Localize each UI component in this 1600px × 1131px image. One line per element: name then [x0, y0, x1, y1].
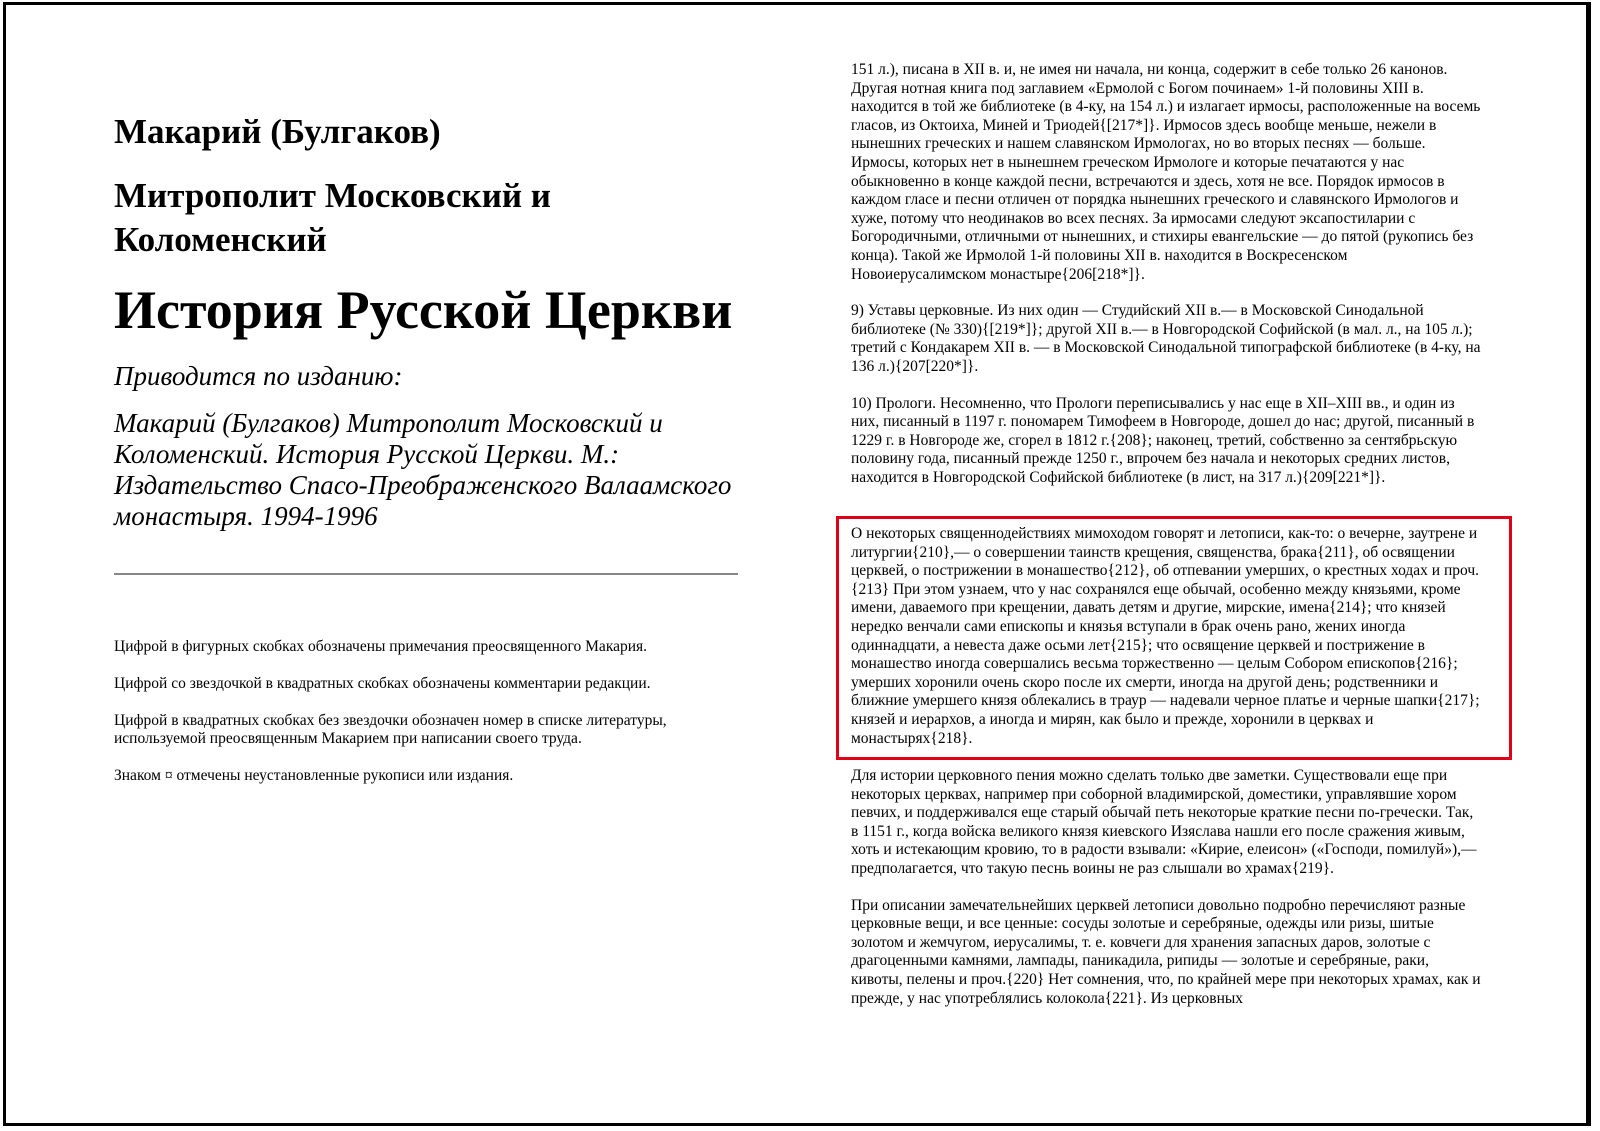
- cited-label: Приводится по изданию:: [114, 361, 403, 391]
- text-page-continued: [851, 767, 1481, 1026]
- divider: [114, 573, 738, 575]
- note: Цифрой в квадратных скобках без звездочки обозначен номер в списке литературы, используемой преосвященным Макарием при написании своего труда.: [114, 712, 667, 747]
- paragraph: 9) Уставы церковные. Из них один — Студийский XII в.— в Московской Синодальной библиотеке (№ 330){[219*]}; другой XII в.— в Новгородской Софийской (в мал. л., на 105 л.); третий с Кондакарем XII в. — в Московской Синодальной типографской библиотеке (в 4-ку, на 136 л.){207[220*]}.: [851, 302, 1481, 375]
- note: Цифрой со звездочкой в квадратных скобках обозначены комментарии редакции.: [114, 675, 651, 692]
- paragraph: При описании замечательнейших церквей летописи довольно подробно перечисляют разные церковные вещи, и все ценные: сосуды золотые и серебряные, одежды или ризы, шитые золотом и жемчугом, иерусалимы, т. е. ковчеги для хранения запасных даров, золотые с драгоценными камнями, лампады, паникадила, рипиды — золотые и серебряные, раки, кивоты, пелены и проч.{220} Нет сомнения, что, по крайней мере при некоторых храмах, как и прежде, у нас употреблялись колокола{221}. Из церковных: [851, 896, 1481, 1007]
- author-title: Митрополит Московский и Коломенский: [114, 176, 551, 259]
- book-title: История Русской Церкви: [114, 280, 733, 340]
- page-edge: [1586, 2, 1588, 1126]
- note: Знаком ¤ отмечены неустановленные рукописи или издания.: [114, 767, 514, 784]
- text-page: [851, 61, 1481, 505]
- cited-reference: Макарий (Булгаков) Митрополит Московский и Коломенский. История Русской Церкви. М.: Издательство Спасо-Преображенского Валаамского монастыря. 1994-1996: [114, 408, 732, 531]
- note: Цифрой в фигурных скобках обозначены примечания преосвященного Макария.: [114, 638, 648, 655]
- title-page: [114, 112, 738, 532]
- highlighted-paragraph: О некоторых священнодействиях мимоходом говорят и летописи, как-то: о вечерне, заутрене и литургии{210},— о совершении таинств крещения, священства, брака{211}, об освящении церквей, о пострижении в монашество{212}, об отпевании умерших, о крестных ходах и проч.{213} При этом узнаем, что у нас сохранялся еще обычай, особенно между князьями, кроме имени, даваемого при крещении, давать детям и другие, мирские, имена{214}; что князей нередко венчали сами епископы и князья вступали в брак очень рано, жених иногда одиннадцати, а невеста даже осьми лет{215}; что освящение церквей и пострижение в монашество иногда совершались весьма торжественно — целым Собором епископов{216}; умерших хоронили очень скоро после их смерти, иногда на другой день; родственники и ближние умершего князя облекались в траур — надевали черное платье и черные шапки{217}; князей и иерархов, а иногда и мирян, как было и прежде, хоронили в церквах и монастырях{218}.: [851, 525, 1480, 747]
- legend-notes: [114, 638, 738, 804]
- paragraph: Для истории церковного пения можно сделать только две заметки. Существовали еще при некоторых церквах, например при соборной владимирской, доместики, управлявшие хором певчих, и поддерживался еще старый обычай петь некоторые краткие песни по-гречески. Так, в 1151 г., когда войска великого князя киевского Изяслава нашли его после сражения живым, хоть и истекающим кровию, то в радости взывали: «Кирие, елеисон» («Господи, помилуй»),— предполагается, что такую песнь воины не раз слышали во храмах{219}.: [851, 767, 1477, 877]
- paragraph: 151 л.), писана в XII в. и, не имея ни начала, ни конца, содержит в себе только 26 канонов. Другая нотная книга под заглавием «Ермолой с Богом починаем» 1-й половины XIII в. находится в той же библиотеке (в 4-ку, на 154 л.) и излагает ирмосы, расположенные на восемь гласов, из Октоиха, Миней и Триодей{[217*]}. Ирмосов здесь вообще меньше, нежели в нынешних греческих и нашем славянском Ирмологах, но во вторых песнях — больше. Ирмосы, которых нет в нынешнем греческом Ирмологе и которые печатаются у нас обыкновенно в конце каждой песни, встречаются и здесь, хотя не все. Порядок ирмосов в каждом гласе и песни отличен от порядка нынешних греческого и славянского Ирмологов и хуже, потому что неодинаков во всех песнях. За ирмосами следуют эксапостиларии с Богородичными, отличными от нынешних, и стихиры евангельские — до пятой (рукопись без конца). Такой же Ирмолой 1-й половины XII в. находится в Воскресенском Новоиерусалимском монастыре{206[218*]}.: [851, 61, 1481, 283]
- paragraph: 10) Прологи. Несомненно, что Прологи переписывались у нас еще в XII–XIII вв., и один из них, писанный в 1197 г. пономарем Тимофеем в Новгороде, дошел до нас; другой, писанный в 1229 г. в Новгороде же, сгорел в 1812 г.{208}; наконец, третий, собственно за сентябрьскую половину года, писанный прежде 1250 г., впрочем без начала и некоторых средних листов, находится в Новгородской Софийской библиотеке (в лист, на 317 л.){209[221*]}.: [851, 394, 1475, 486]
- author-name: Макарий (Булгаков): [114, 112, 441, 151]
